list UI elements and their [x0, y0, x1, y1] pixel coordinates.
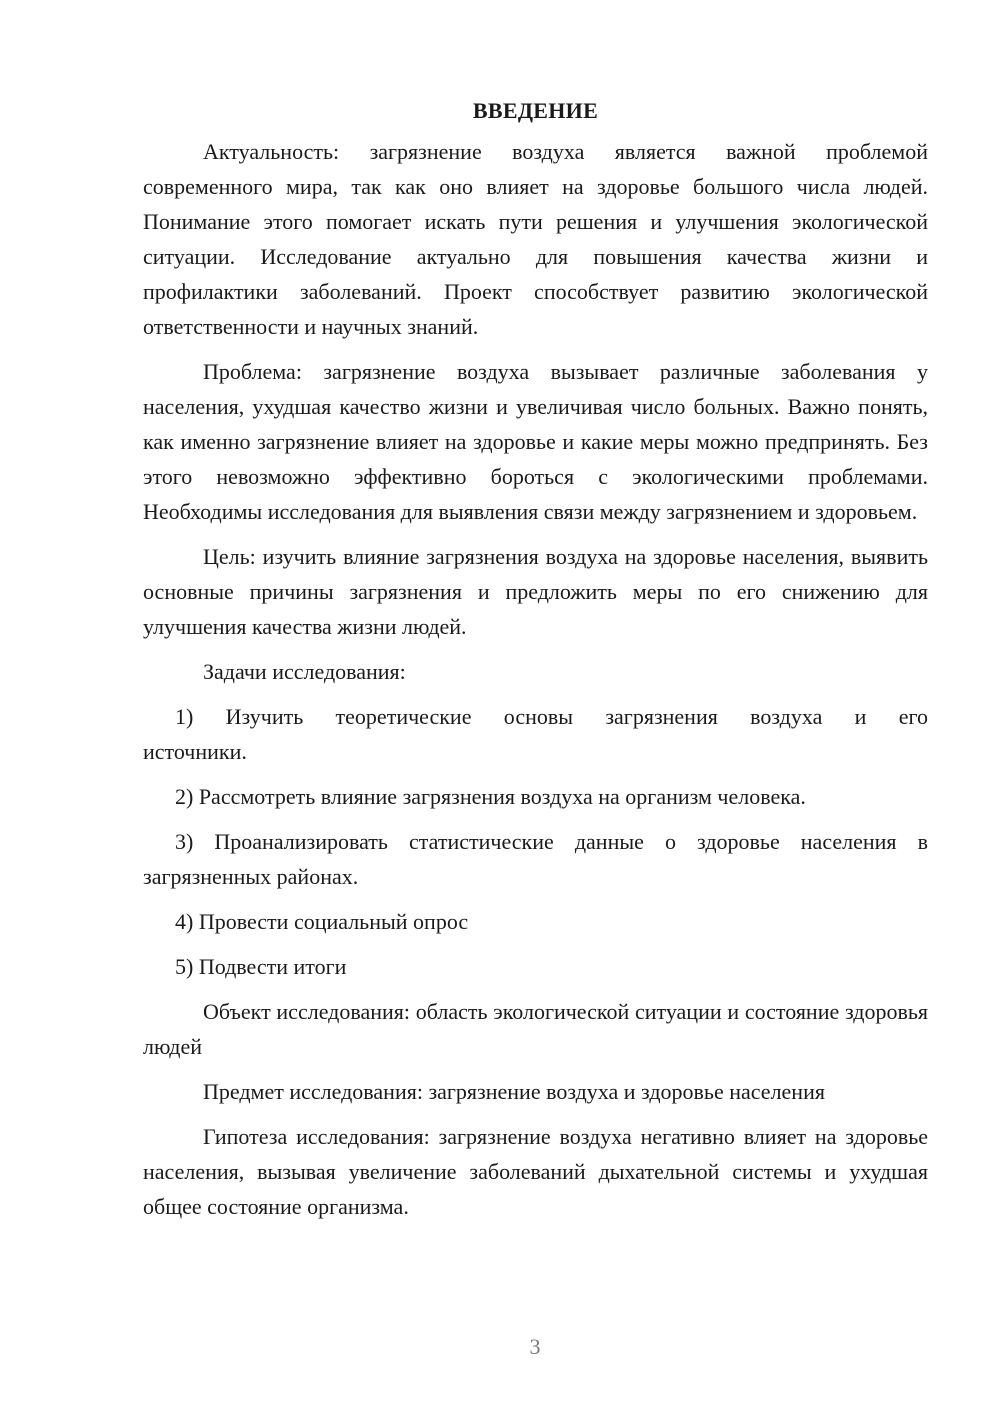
- research-subject-paragraph: Предмет исследования: загрязнение воздуха и здоровье населения: [203, 1079, 825, 1104]
- page-title: ВВЕДЕНИЕ: [472, 98, 599, 123]
- research-hypothesis-paragraph: Гипотеза исследования: загрязнение воздуха негативно влияет на здоровье населения, вызывая увеличение заболеваний дыхательной системы и ухудшая общее состояние организма.: [143, 1124, 928, 1219]
- task-item-2: 2) Рассмотреть влияние загрязнения воздуха на организм человека.: [175, 784, 806, 809]
- task-item-3: 3) Проанализировать статистические данные о здоровье населения в загрязненных районах.: [143, 829, 928, 889]
- relevance-paragraph: Актуальность: загрязнение воздуха является важной проблемой современного мира, так как оно влияет на здоровье большого числа людей. Понимание этого помогает искать пути решения и улучшения экологической ситуации. Исследование актуально для повышения качества жизни и профилактики заболеваний. Проект способствует развитию экологической ответственности и научных знаний.: [143, 139, 928, 339]
- tasks-heading: Задачи исследования:: [203, 659, 406, 684]
- goal-paragraph: Цель: изучить влияние загрязнения воздуха на здоровье населения, выявить основные причины загрязнения и предложить меры по его снижению для улучшения качества жизни людей.: [143, 544, 928, 639]
- research-object-paragraph: Объект исследования: область экологической ситуации и состояние здоровья людей: [143, 999, 928, 1059]
- task-item-4: 4) Провести социальный опрос: [175, 909, 469, 934]
- task-item-5: 5) Подвести итоги: [175, 954, 347, 979]
- page-content: [143, 96, 928, 1234]
- page-number: 3: [529, 1334, 541, 1359]
- task-item-1: 1) Изучить теоретические основы загрязнения воздуха и его источники.: [143, 704, 928, 764]
- problem-paragraph: Проблема: загрязнение воздуха вызывает различные заболевания у населения, ухудшая качество жизни и увеличивая число больных. Важно понять, как именно загрязнение влияет на здоровье и какие меры можно предпринять. Без этого невозможно эффективно бороться с экологическими проблемами. Необходимы исследования для выявления связи между загрязнением и здоровьем.: [143, 359, 928, 524]
